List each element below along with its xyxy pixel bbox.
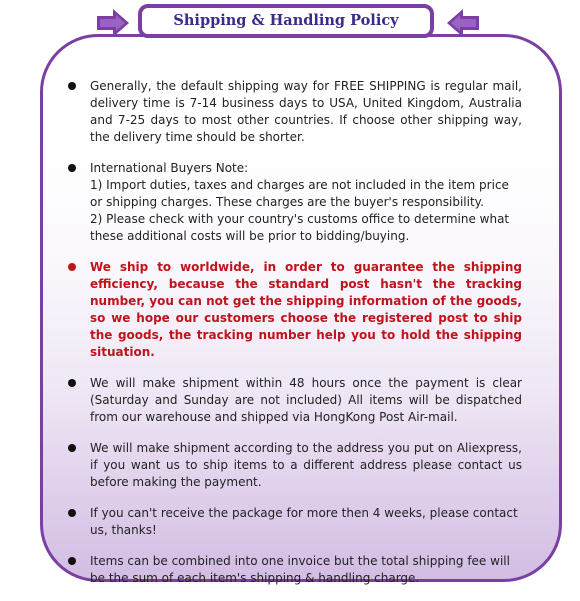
policy-text: Items can be combined into one invoice but the total shipping fee will be the sum of each item's shipping & handling charge. xyxy=(90,554,510,585)
policy-text: We will make shipment within 48 hours once the payment is clear (Saturday and Sunday are not included) All items will be dispatched from our warehouse and shipped via HongKong Post Air-mail. xyxy=(90,376,522,424)
policy-text: Generally, the default shipping way for FREE SHIPPING is regular mail, delivery time is 7-14 business days to USA, United Kingdom, Australia and 7-25 days to most other countries. If choose other shipping way, the delivery time should be shorter. xyxy=(90,79,522,144)
list-item-international-buyers xyxy=(66,160,522,245)
list-item-shipping-address xyxy=(66,440,522,491)
list-item-package-not-received xyxy=(66,505,522,539)
bullet-dot-icon xyxy=(68,164,76,172)
list-item-free-shipping xyxy=(66,78,522,146)
policy-text: 1) Import duties, taxes and charges are not included in the item price or shipping charges. These charges are the buyer's responsibility. xyxy=(90,178,509,209)
bullet-dot-icon xyxy=(68,509,76,517)
bullet-dot-icon xyxy=(68,557,76,565)
policy-list xyxy=(66,78,522,601)
bullet-dot-icon xyxy=(68,82,76,90)
policy-highlight-text: We ship to worldwide, in order to guarantee the shipping efficiency, because the standard post hasn't the tracking number, you can not get the shipping information of the goods, so we hope our customers choose the registered post to ship the goods, the tracking number help you to hold the shipping situation. xyxy=(90,260,522,359)
list-item-shipment-time xyxy=(66,375,522,426)
policy-subheading: International Buyers Note: xyxy=(90,161,249,175)
policy-text: 2) Please check with your country's customs office to determine what these additional costs will be prior to bidding/buying. xyxy=(90,212,510,243)
bullet-dot-icon xyxy=(68,263,76,271)
bullet-dot-icon xyxy=(68,379,76,387)
bullet-dot-icon xyxy=(68,444,76,452)
list-item-worldwide-shipping xyxy=(66,259,522,361)
policy-text: If you can't receive the package for more then 4 weeks, please contact us, thanks! xyxy=(90,506,518,537)
policy-text: We will make shipment according to the address you put on Aliexpress, if you want us to ship items to a different address please contact us before making the payment. xyxy=(90,441,522,489)
page-title: Shipping & Handling Policy xyxy=(138,4,434,38)
list-item-combined-invoice xyxy=(66,553,522,587)
